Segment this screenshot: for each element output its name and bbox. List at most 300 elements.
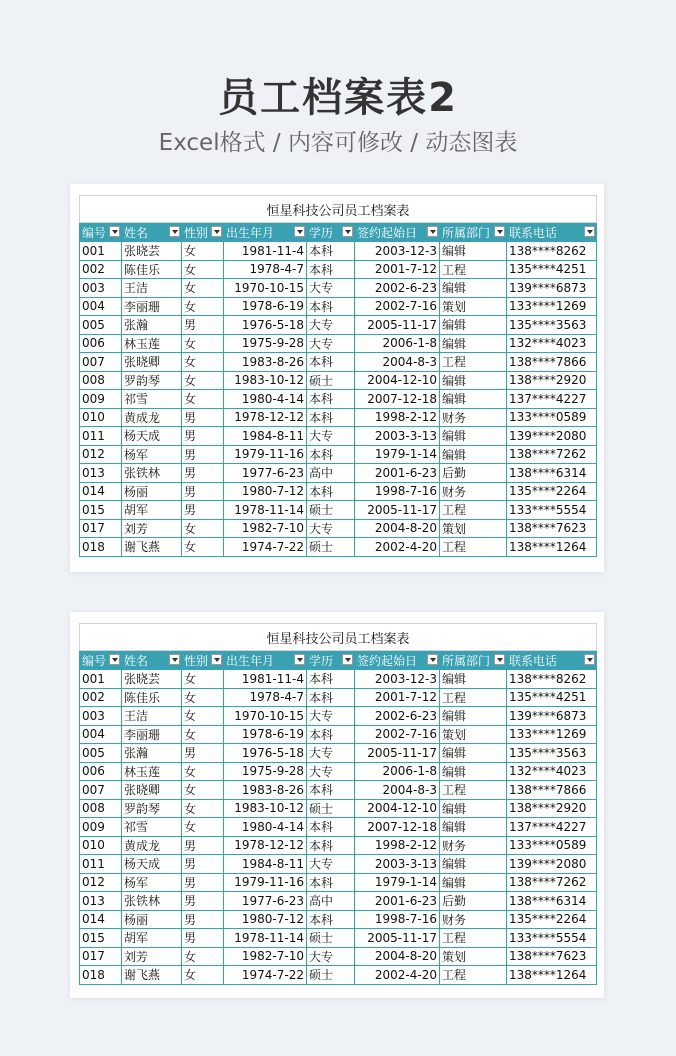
table-cell[interactable]: 1984-8-11 [224,855,307,874]
table-cell[interactable]: 工程 [440,260,507,279]
table-cell[interactable]: 张晓芸 [122,670,182,689]
table-cell[interactable]: 138****7262 [507,445,597,464]
table-cell[interactable]: 138****1264 [507,966,597,985]
table-cell[interactable]: 黄成龙 [122,836,182,855]
table-row [80,855,597,874]
table-cell[interactable]: 1978-6-19 [224,297,307,316]
table-cell[interactable]: 女 [182,670,224,689]
table-cell[interactable]: 大专 [307,279,355,298]
table-cell[interactable]: 138****6314 [507,464,597,483]
table-cell[interactable]: 张晓卿 [122,353,182,372]
table-cell[interactable]: 女 [182,818,224,837]
filter-dropdown-icon[interactable] [342,654,353,665]
table-cell[interactable]: 135****3563 [507,316,597,335]
table-cell[interactable]: 陈佳乐 [122,688,182,707]
table-cell[interactable]: 本科 [307,725,355,744]
table-cell[interactable]: 本科 [307,260,355,279]
table-cell[interactable]: 女 [182,725,224,744]
table-cell[interactable]: 大专 [307,427,355,446]
table-cell[interactable]: 2002-4-20 [355,538,440,557]
table-cell[interactable]: 008 [80,799,122,818]
table-cell[interactable]: 女 [182,334,224,353]
table-cell[interactable]: 男 [182,316,224,335]
table-cell[interactable]: 012 [80,445,122,464]
table-cell[interactable]: 2004-8-20 [355,947,440,966]
table-cell[interactable]: 2004-12-10 [355,799,440,818]
table-cell[interactable]: 1982-7-10 [224,519,307,538]
table-cell[interactable]: 018 [80,538,122,557]
table-cell[interactable]: 1970-10-15 [224,279,307,298]
table-cell[interactable]: 男 [182,427,224,446]
table-cell[interactable]: 2003-3-13 [355,855,440,874]
table-cell[interactable]: 工程 [440,929,507,948]
table-cell[interactable]: 005 [80,744,122,763]
table-cell[interactable]: 王洁 [122,707,182,726]
table-cell[interactable]: 2001-6-23 [355,464,440,483]
table-cell[interactable]: 女 [182,538,224,557]
table-cell[interactable]: 胡军 [122,929,182,948]
table-cell[interactable]: 张瀚 [122,744,182,763]
table-cell[interactable]: 2006-1-8 [355,762,440,781]
table-cell[interactable]: 1980-4-14 [224,818,307,837]
table-cell[interactable]: 编辑 [440,279,507,298]
table-cell[interactable]: 2004-8-20 [355,519,440,538]
table-cell[interactable]: 大专 [307,855,355,874]
table-cell[interactable]: 138****7623 [507,947,597,966]
table-cell[interactable]: 1982-7-10 [224,947,307,966]
table-cell[interactable]: 1978-4-7 [224,688,307,707]
table-cell[interactable]: 135****2264 [507,482,597,501]
table-cell[interactable]: 133****1269 [507,297,597,316]
table-cell[interactable]: 001 [80,242,122,261]
table-cell[interactable]: 1978-11-14 [224,501,307,520]
table-cell[interactable]: 男 [182,892,224,911]
table-cell[interactable]: 陈佳乐 [122,260,182,279]
table-cell[interactable]: 1976-5-18 [224,744,307,763]
table-cell[interactable]: 谢飞燕 [122,538,182,557]
table-cell[interactable]: 编辑 [440,744,507,763]
table-cell[interactable]: 编辑 [440,799,507,818]
table-cell[interactable]: 本科 [307,353,355,372]
table-cell[interactable]: 009 [80,818,122,837]
table-cell[interactable]: 001 [80,670,122,689]
table-cell[interactable]: 编辑 [440,670,507,689]
table-cell[interactable]: 工程 [440,501,507,520]
table-cell[interactable]: 1979-11-16 [224,873,307,892]
table-cell[interactable]: 杨丽 [122,482,182,501]
table-cell[interactable]: 011 [80,855,122,874]
table-cell[interactable]: 大专 [307,947,355,966]
table-cell[interactable]: 132****4023 [507,762,597,781]
table-cell[interactable]: 男 [182,744,224,763]
table-cell[interactable]: 2007-12-18 [355,818,440,837]
table-cell[interactable]: 男 [182,501,224,520]
filter-dropdown-icon[interactable] [584,654,595,665]
table-cell[interactable]: 1980-7-12 [224,482,307,501]
table-cell[interactable]: 杨军 [122,445,182,464]
table-cell[interactable]: 女 [182,353,224,372]
table-cell[interactable]: 132****4023 [507,334,597,353]
column-header [440,651,507,670]
table-cell[interactable]: 138****8262 [507,242,597,261]
table-cell[interactable]: 刘芳 [122,947,182,966]
table-cell[interactable]: 2005-11-17 [355,744,440,763]
table-cell[interactable]: 135****3563 [507,744,597,763]
table-cell[interactable]: 1983-10-12 [224,371,307,390]
table-cell[interactable]: 006 [80,334,122,353]
table-cell[interactable]: 策划 [440,725,507,744]
table-cell[interactable]: 2002-6-23 [355,279,440,298]
table-cell[interactable]: 男 [182,445,224,464]
table-cell[interactable]: 139****2080 [507,855,597,874]
table-cell[interactable]: 138****7262 [507,873,597,892]
table-cell[interactable]: 138****6314 [507,892,597,911]
table-cell[interactable]: 女 [182,260,224,279]
table-cell[interactable]: 男 [182,464,224,483]
table-cell[interactable]: 2002-6-23 [355,707,440,726]
table-cell[interactable]: 012 [80,873,122,892]
table-cell[interactable]: 2003-12-3 [355,242,440,261]
table-cell[interactable]: 138****7623 [507,519,597,538]
table-cell[interactable]: 张铁林 [122,464,182,483]
table-cell[interactable]: 138****2920 [507,371,597,390]
table-cell[interactable]: 003 [80,707,122,726]
table-cell[interactable]: 002 [80,260,122,279]
table-cell[interactable]: 002 [80,688,122,707]
table-cell[interactable]: 后勤 [440,892,507,911]
table-cell[interactable]: 1978-4-7 [224,260,307,279]
table-cell[interactable]: 王洁 [122,279,182,298]
table-cell[interactable]: 男 [182,910,224,929]
table-cell[interactable]: 1984-8-11 [224,427,307,446]
table-cell[interactable]: 2006-1-8 [355,334,440,353]
table-cell[interactable]: 018 [80,966,122,985]
table-cell[interactable]: 祁雪 [122,818,182,837]
table-cell[interactable]: 1976-5-18 [224,316,307,335]
table-cell[interactable]: 2005-11-17 [355,316,440,335]
table-cell[interactable]: 1998-7-16 [355,482,440,501]
table-cell[interactable]: 1998-7-16 [355,910,440,929]
table-cell[interactable]: 硕士 [307,501,355,520]
filter-dropdown-icon[interactable] [169,654,180,665]
table-cell[interactable]: 本科 [307,688,355,707]
table-cell[interactable]: 1979-11-16 [224,445,307,464]
table-cell[interactable]: 罗韵琴 [122,799,182,818]
table-cell[interactable]: 杨天成 [122,427,182,446]
filter-dropdown-icon[interactable] [109,226,120,237]
table-cell[interactable]: 财务 [440,408,507,427]
table-cell[interactable]: 1979-1-14 [355,873,440,892]
filter-dropdown-icon[interactable] [211,226,222,237]
filter-dropdown-icon[interactable] [211,654,222,665]
table-cell[interactable]: 2001-7-12 [355,260,440,279]
table-cell[interactable]: 007 [80,353,122,372]
table-cell[interactable]: 015 [80,501,122,520]
table-cell[interactable]: 1978-12-12 [224,836,307,855]
table-cell[interactable]: 硕士 [307,371,355,390]
table-cell[interactable]: 硕士 [307,799,355,818]
table-cell[interactable]: 014 [80,482,122,501]
table-cell[interactable]: 2003-3-13 [355,427,440,446]
table-cell[interactable]: 1981-11-4 [224,242,307,261]
table-cell[interactable]: 工程 [440,966,507,985]
table-cell[interactable]: 1977-6-23 [224,892,307,911]
table-cell[interactable]: 004 [80,297,122,316]
table-cell[interactable]: 策划 [440,297,507,316]
table-cell[interactable]: 硕士 [307,966,355,985]
table-cell[interactable]: 女 [182,966,224,985]
table-cell[interactable]: 1975-9-28 [224,334,307,353]
table-cell[interactable]: 林玉莲 [122,334,182,353]
table-cell[interactable]: 工程 [440,688,507,707]
table-cell[interactable]: 017 [80,519,122,538]
table-cell[interactable]: 编辑 [440,855,507,874]
table-cell[interactable]: 编辑 [440,427,507,446]
table-cell[interactable]: 138****7866 [507,353,597,372]
table-cell[interactable]: 1975-9-28 [224,762,307,781]
table-cell[interactable]: 2004-8-3 [355,353,440,372]
table-cell[interactable]: 004 [80,725,122,744]
table-cell[interactable]: 139****6873 [507,707,597,726]
table-cell[interactable]: 133****5554 [507,929,597,948]
table-cell[interactable]: 139****2080 [507,427,597,446]
table-cell[interactable]: 2007-12-18 [355,390,440,409]
table-cell[interactable]: 本科 [307,910,355,929]
table-cell[interactable]: 011 [80,427,122,446]
table-cell[interactable]: 013 [80,892,122,911]
table-cell[interactable]: 1970-10-15 [224,707,307,726]
table-cell[interactable]: 1974-7-22 [224,538,307,557]
table-cell[interactable]: 编辑 [440,445,507,464]
table-cell[interactable]: 1978-11-14 [224,929,307,948]
table-cell[interactable]: 编辑 [440,316,507,335]
table-cell[interactable]: 女 [182,762,224,781]
table-cell[interactable]: 1980-4-14 [224,390,307,409]
table-cell[interactable]: 本科 [307,818,355,837]
table-cell[interactable]: 杨丽 [122,910,182,929]
table-cell[interactable]: 015 [80,929,122,948]
table-cell[interactable]: 1983-10-12 [224,799,307,818]
table-cell[interactable]: 女 [182,688,224,707]
table-cell[interactable]: 2001-7-12 [355,688,440,707]
table-cell[interactable]: 1974-7-22 [224,966,307,985]
table-cell[interactable]: 硕士 [307,538,355,557]
table-cell[interactable]: 杨军 [122,873,182,892]
filter-dropdown-icon[interactable] [494,226,505,237]
table-cell[interactable]: 女 [182,781,224,800]
table-cell[interactable]: 编辑 [440,707,507,726]
table-row [80,947,597,966]
table-cell[interactable]: 009 [80,390,122,409]
table-cell[interactable]: 138****1264 [507,538,597,557]
table-cell[interactable]: 张铁林 [122,892,182,911]
table-cell[interactable]: 策划 [440,519,507,538]
table-cell[interactable]: 017 [80,947,122,966]
column-header-label: 姓名 [124,225,149,240]
table-cell[interactable]: 编辑 [440,818,507,837]
table-cell[interactable]: 黄成龙 [122,408,182,427]
table-cell[interactable]: 张晓卿 [122,781,182,800]
table-cell[interactable]: 杨天成 [122,855,182,874]
table-caption-row [80,624,597,651]
column-header [122,651,182,670]
column-header-label: 编号 [82,653,107,668]
table-cell[interactable]: 133****0589 [507,836,597,855]
table-cell[interactable]: 003 [80,279,122,298]
table-cell[interactable]: 编辑 [440,334,507,353]
table-cell[interactable]: 013 [80,464,122,483]
table-row [80,892,597,911]
table-cell[interactable]: 1977-6-23 [224,464,307,483]
table-cell[interactable]: 男 [182,929,224,948]
table-cell[interactable]: 2005-11-17 [355,501,440,520]
table-cell[interactable]: 133****5554 [507,501,597,520]
table-cell[interactable]: 本科 [307,445,355,464]
table-cell[interactable]: 135****4251 [507,688,597,707]
table-cell[interactable]: 本科 [307,482,355,501]
table-cell[interactable]: 大专 [307,334,355,353]
table-cell[interactable]: 男 [182,836,224,855]
table-cell[interactable]: 大专 [307,519,355,538]
table-cell[interactable]: 大专 [307,707,355,726]
table-cell[interactable]: 罗韵琴 [122,371,182,390]
table-cell[interactable]: 本科 [307,781,355,800]
table-cell[interactable]: 李丽珊 [122,725,182,744]
table-cell[interactable]: 刘芳 [122,519,182,538]
table-cell[interactable]: 137****4227 [507,818,597,837]
table-cell[interactable]: 张瀚 [122,316,182,335]
table-cell[interactable]: 大专 [307,316,355,335]
table-cell[interactable]: 女 [182,947,224,966]
table-cell[interactable]: 女 [182,371,224,390]
filter-dropdown-icon[interactable] [294,226,305,237]
filter-dropdown-icon[interactable] [427,654,438,665]
table-cell[interactable]: 高中 [307,892,355,911]
table-cell[interactable]: 005 [80,316,122,335]
table-cell[interactable]: 本科 [307,873,355,892]
table-cell[interactable]: 本科 [307,242,355,261]
filter-dropdown-icon[interactable] [494,654,505,665]
table-cell[interactable]: 编辑 [440,873,507,892]
table-cell[interactable]: 2005-11-17 [355,929,440,948]
table-cell[interactable]: 135****4251 [507,260,597,279]
table-cell[interactable]: 男 [182,482,224,501]
table-cell[interactable]: 010 [80,408,122,427]
table-cell[interactable]: 138****2920 [507,799,597,818]
table-cell[interactable]: 后勤 [440,464,507,483]
table-cell[interactable]: 007 [80,781,122,800]
table-cell[interactable]: 策划 [440,947,507,966]
table-cell[interactable]: 006 [80,762,122,781]
table-cell[interactable]: 财务 [440,836,507,855]
filter-dropdown-icon[interactable] [584,226,595,237]
table-cell[interactable]: 男 [182,408,224,427]
table-cell[interactable]: 女 [182,519,224,538]
table-cell[interactable]: 财务 [440,910,507,929]
table-cell[interactable]: 工程 [440,781,507,800]
table-cell[interactable]: 2002-7-16 [355,297,440,316]
table-cell[interactable]: 本科 [307,670,355,689]
filter-dropdown-icon[interactable] [109,654,120,665]
table-cell[interactable]: 1979-1-14 [355,445,440,464]
table-cell[interactable]: 133****0589 [507,408,597,427]
table-cell[interactable]: 1998-2-12 [355,836,440,855]
table-cell[interactable]: 1983-8-26 [224,353,307,372]
table-cell[interactable]: 谢飞燕 [122,966,182,985]
table-header-row [80,223,597,242]
table-cell[interactable]: 李丽珊 [122,297,182,316]
table-cell[interactable]: 008 [80,371,122,390]
filter-dropdown-icon[interactable] [294,654,305,665]
table-cell[interactable]: 137****4227 [507,390,597,409]
table-cell[interactable]: 硕士 [307,929,355,948]
filter-dropdown-icon[interactable] [342,226,353,237]
table-cell[interactable]: 1981-11-4 [224,670,307,689]
table-cell[interactable]: 2004-8-3 [355,781,440,800]
table-cell[interactable]: 胡军 [122,501,182,520]
table-cell[interactable]: 大专 [307,762,355,781]
table-cell[interactable]: 张晓芸 [122,242,182,261]
table-cell[interactable]: 编辑 [440,242,507,261]
table-cell[interactable]: 男 [182,855,224,874]
table-cell[interactable]: 1980-7-12 [224,910,307,929]
table-cell[interactable]: 林玉莲 [122,762,182,781]
table-cell[interactable]: 编辑 [440,371,507,390]
table-cell[interactable]: 编辑 [440,762,507,781]
table-cell[interactable]: 010 [80,836,122,855]
table-cell[interactable]: 本科 [307,297,355,316]
table-cell[interactable]: 女 [182,297,224,316]
table-cell[interactable]: 高中 [307,464,355,483]
table-cell[interactable]: 1978-6-19 [224,725,307,744]
table-cell[interactable]: 工程 [440,538,507,557]
table-cell[interactable]: 财务 [440,482,507,501]
table-cell[interactable]: 138****8262 [507,670,597,689]
table-cell[interactable]: 本科 [307,408,355,427]
table-cell[interactable]: 本科 [307,836,355,855]
table-cell[interactable]: 1983-8-26 [224,781,307,800]
table-cell[interactable]: 女 [182,242,224,261]
table-cell[interactable]: 139****6873 [507,279,597,298]
table-cell[interactable]: 祁雪 [122,390,182,409]
table-cell[interactable]: 138****7866 [507,781,597,800]
table-cell[interactable]: 女 [182,279,224,298]
table-cell[interactable]: 男 [182,873,224,892]
table-cell[interactable]: 2001-6-23 [355,892,440,911]
table-row [80,242,597,261]
table-cell[interactable]: 2004-12-10 [355,371,440,390]
table-cell[interactable]: 大专 [307,744,355,763]
table-cell[interactable]: 2003-12-3 [355,670,440,689]
table-cell[interactable]: 编辑 [440,390,507,409]
table-row [80,408,597,427]
table-cell[interactable]: 女 [182,799,224,818]
table-cell[interactable]: 133****1269 [507,725,597,744]
table-cell[interactable]: 女 [182,390,224,409]
table-cell[interactable]: 014 [80,910,122,929]
table-header-row [80,651,597,670]
table-cell[interactable]: 女 [182,707,224,726]
table-cell[interactable]: 1998-2-12 [355,408,440,427]
table-cell[interactable]: 2002-4-20 [355,966,440,985]
filter-dropdown-icon[interactable] [427,226,438,237]
filter-dropdown-icon[interactable] [169,226,180,237]
table-cell[interactable]: 本科 [307,390,355,409]
table-cell[interactable]: 135****2264 [507,910,597,929]
table-cell[interactable]: 工程 [440,353,507,372]
table-cell[interactable]: 1978-12-12 [224,408,307,427]
table-cell[interactable]: 2002-7-16 [355,725,440,744]
